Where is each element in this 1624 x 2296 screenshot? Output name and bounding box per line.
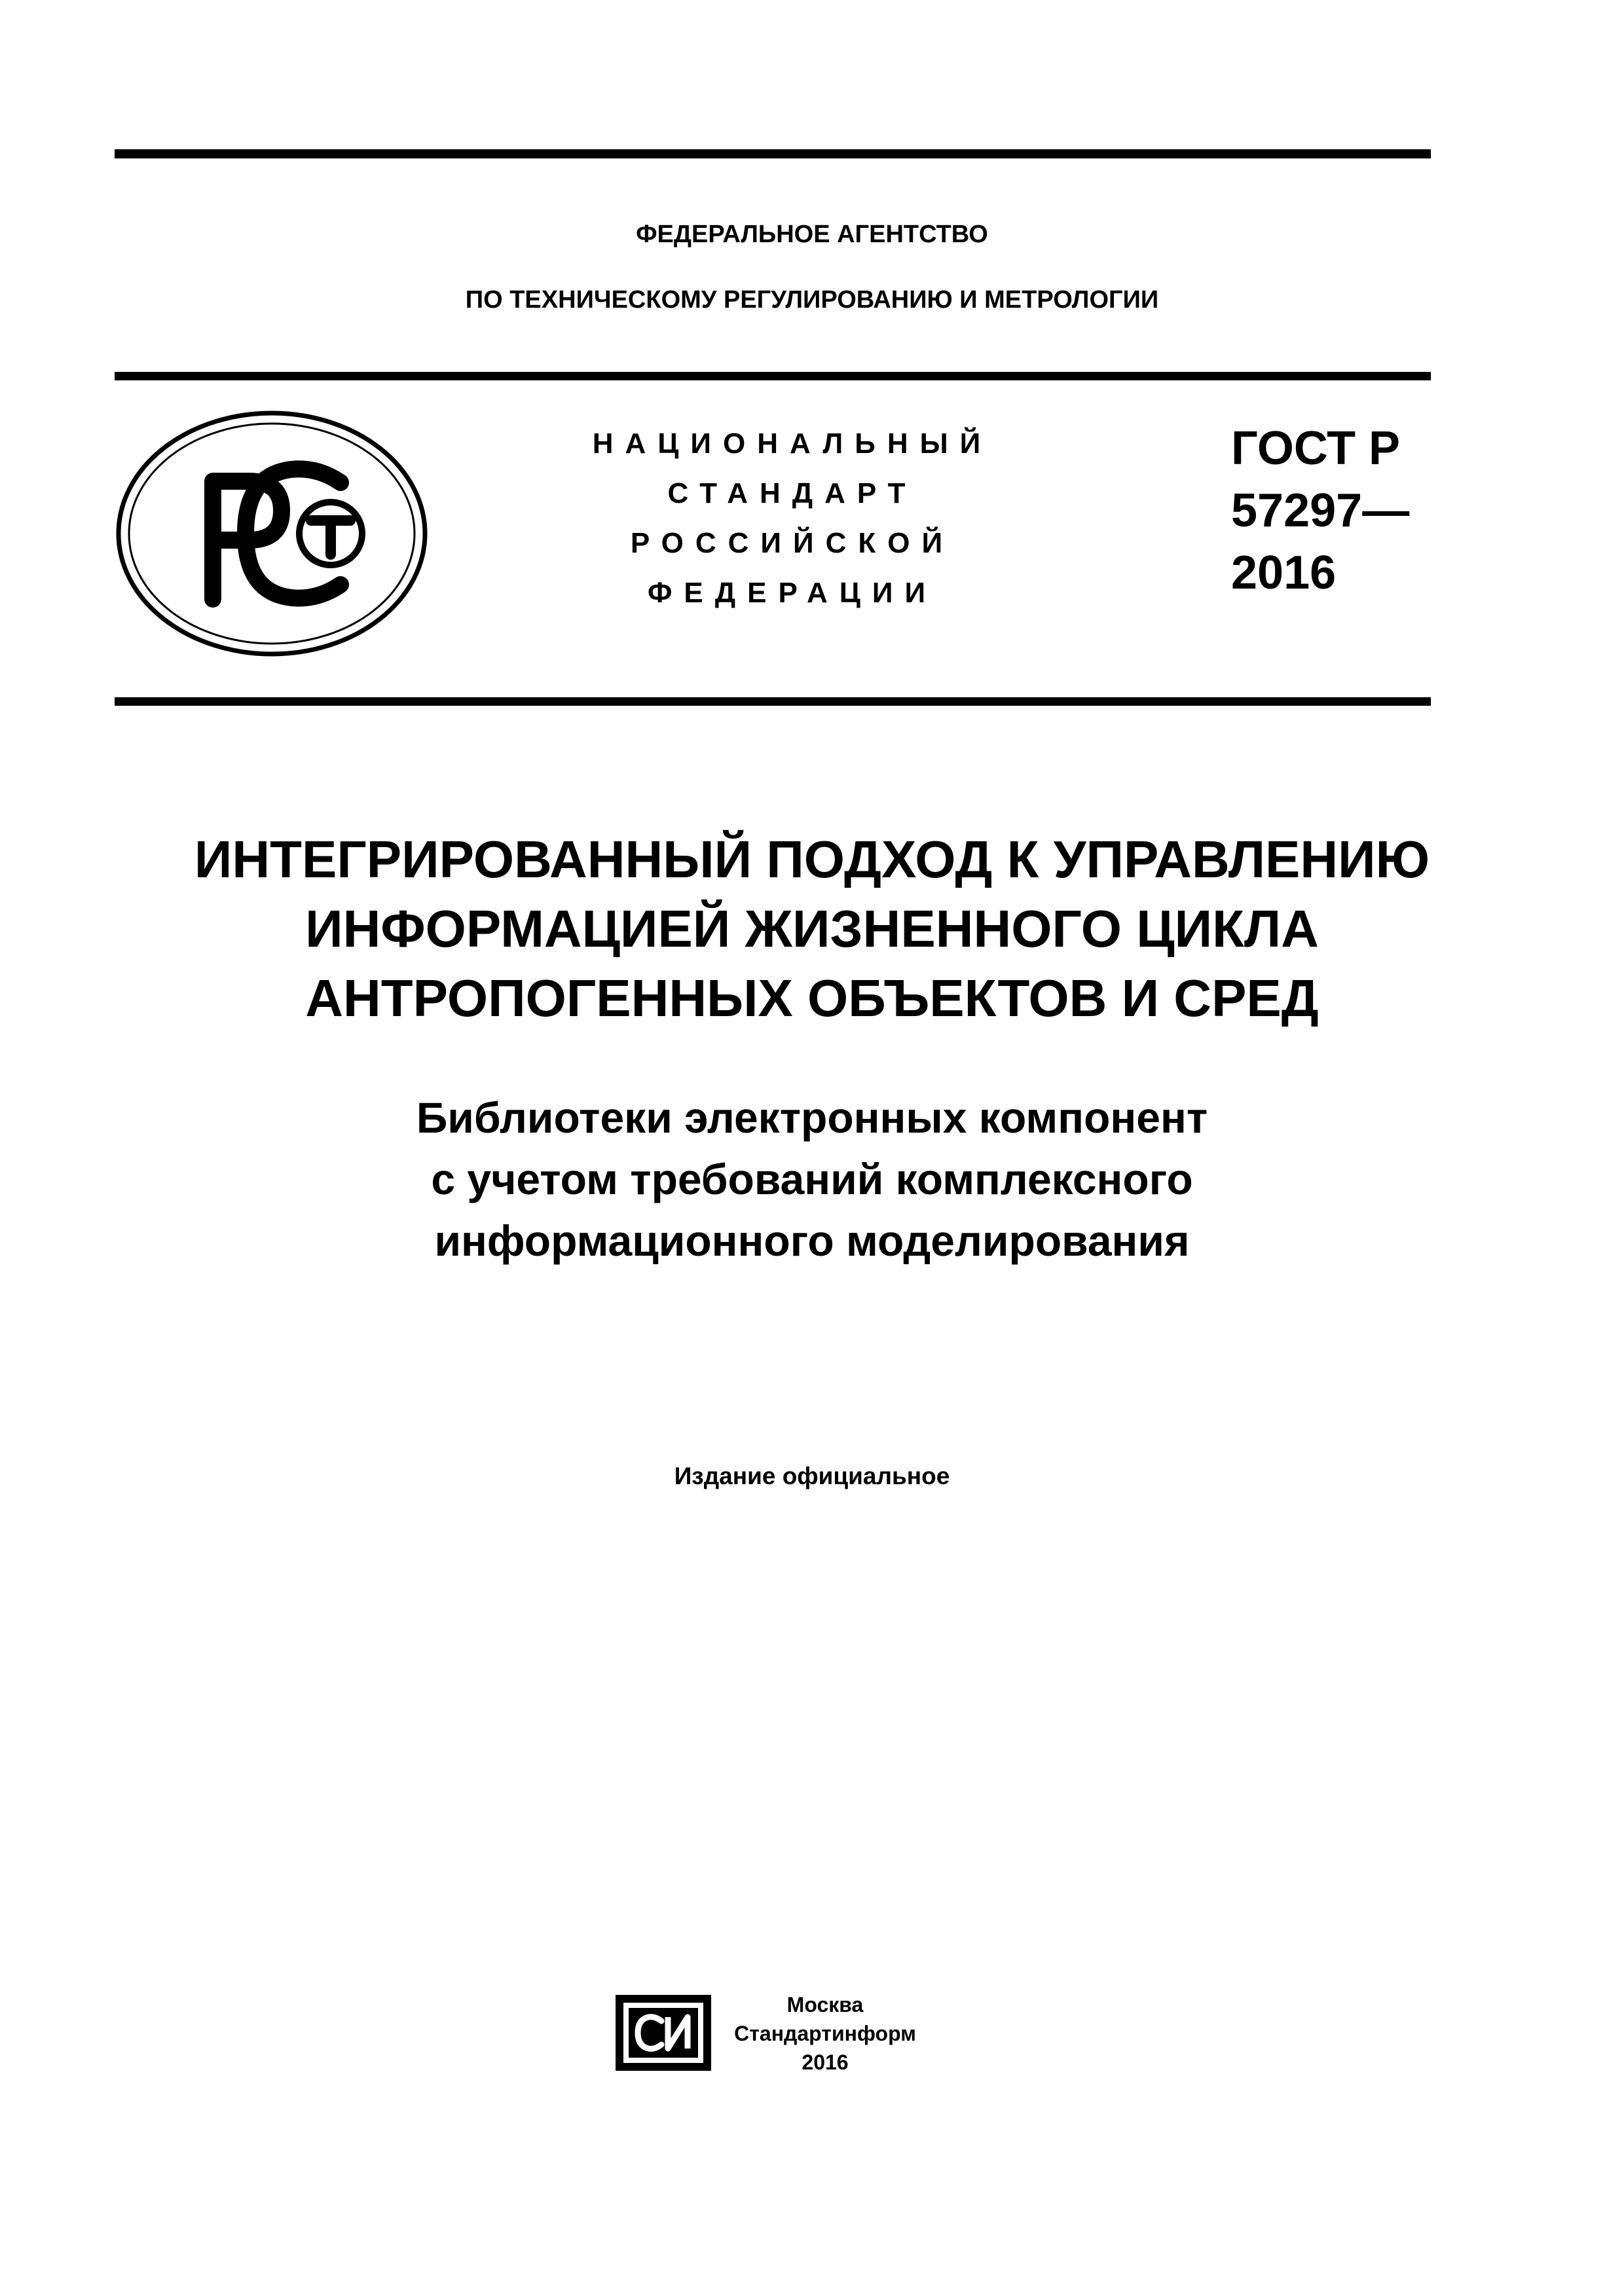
top-rule <box>115 149 1431 158</box>
header-rule <box>115 372 1431 380</box>
title-line-3: АНТРОПОГЕННЫХ ОБЪЕКТОВ И СРЕД <box>305 969 1319 1027</box>
title-line-2: ИНФОРМАЦИЕЙ ЖИЗНЕННОГО ЦИКЛА <box>305 900 1319 958</box>
designation-line-3: 2016 <box>1231 547 1337 599</box>
subtitle-line-2: с учетом требований комплексного <box>431 1155 1193 1203</box>
standard-designation <box>1231 418 1428 604</box>
publisher-name: Стандартинформ <box>734 2022 916 2045</box>
standard-type-block <box>537 419 1048 618</box>
subtitle-line-3: информационного моделирования <box>434 1216 1190 1265</box>
standard-type-line-1: НАЦИОНАЛЬНЫЙ <box>592 428 993 460</box>
standard-type-line-2: СТАНДАРТ <box>667 477 917 509</box>
rst-certification-logo <box>115 409 429 658</box>
agency-name-line-2: ПО ТЕХНИЧЕСКОМУ РЕГУЛИРОВАНИЮ И МЕТРОЛОГИИ <box>465 286 1159 314</box>
standard-type-line-3: РОССИЙСКОЙ <box>630 527 955 559</box>
publisher-city: Москва <box>786 1993 864 2016</box>
title-line-1: ИНТЕГРИРОВАННЫЙ ПОДХОД К УПРАВЛЕНИЮ <box>194 830 1430 888</box>
document-title <box>0 825 1624 1033</box>
edition-label: Издание официальное <box>674 1463 950 1489</box>
agency-name-line-1: ФЕДЕРАЛЬНОЕ АГЕНТСТВО <box>636 221 988 248</box>
designation-line-2: 57297— <box>1231 484 1410 537</box>
standard-type-line-4: ФЕДЕРАЦИИ <box>647 577 938 609</box>
publisher-year: 2016 <box>802 2050 849 2074</box>
document-subtitle <box>0 1087 1624 1271</box>
designation-line-1: ГОСТ Р <box>1231 422 1401 475</box>
title-rule <box>115 697 1431 706</box>
subtitle-line-1: Библиотеки электронных компонент <box>416 1093 1208 1142</box>
publisher-block <box>727 1990 923 2077</box>
standartinform-logo <box>614 1994 712 2072</box>
